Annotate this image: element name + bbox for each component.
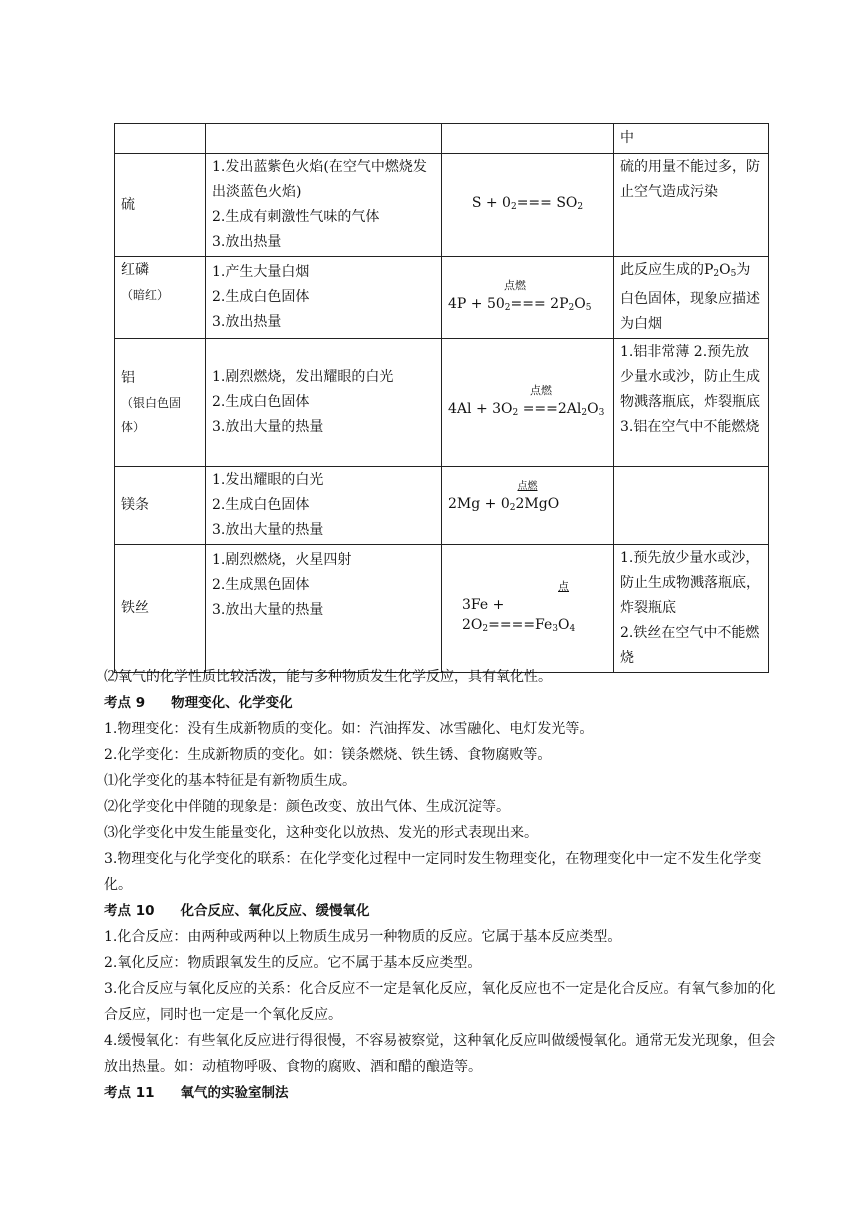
phenomenon-item: 3.放出大量的热量 <box>212 522 324 538</box>
table-row <box>115 339 769 467</box>
phenomena-cell <box>206 545 442 673</box>
substance-cell <box>115 339 206 467</box>
substance-cell: 硫 <box>115 154 206 257</box>
note-item: 2.铁丝在空气中不能燃烧 <box>620 625 760 666</box>
table-row <box>115 467 769 545</box>
phenomenon-item: 1.发出蓝紫色火焰(在空气中燃烧发出淡蓝色火焰) <box>212 159 427 200</box>
chemical-equation: $4P + 50_2=== 2P_2O_5$ <box>448 295 592 313</box>
notes-cell: 1.铝非常薄 2.预先放少量水或沙，防止生成物溅落瓶底，炸裂瓶底 3.铝在空气中不能燃烧 <box>614 339 769 467</box>
substance-name: 红磷 <box>121 262 149 278</box>
notes-cell <box>614 467 769 545</box>
paragraph: 2.化学变化：生成新物质的变化。如：镁条燃烧、铁生锈、食物腐败等。 <box>104 747 552 763</box>
equation-cell <box>442 154 614 257</box>
phenomena-cell <box>206 124 442 154</box>
paragraph: 1.化合反应：由两种或两种以上物质生成另一种物质的反应。它属于基本反应类型。 <box>104 929 622 945</box>
equation-cell <box>442 124 614 154</box>
substance-note: （银白色固体） <box>121 396 182 434</box>
phenomenon-item: 2.生成白色固体 <box>212 394 310 410</box>
phenomenon-item: 1.发出耀眼的白光 <box>212 472 324 488</box>
substance-cell <box>115 124 206 154</box>
chemical-equation: $4Al + 3O_2 ===2Al_2O_3$ <box>448 400 605 418</box>
table-row <box>115 154 769 257</box>
section-heading: 考点 11 氧气的实验室制法 <box>104 1085 289 1101</box>
substance-note: （暗红） <box>121 288 170 302</box>
section-heading: 考点 10 化合反应、氧化反应、缓慢氧化 <box>104 903 370 919</box>
note-item: 1.预先放少量水或沙，防止生成物溅落瓶底，炸裂瓶底 <box>620 550 760 616</box>
section-heading: 考点 9 物理变化、化学变化 <box>104 695 293 711</box>
phenomenon-item: 3.放出大量的热量 <box>212 419 324 435</box>
chemical-equation: $3Fe + 2O_2====Fe_3O_4$ <box>462 596 576 634</box>
table-row <box>115 257 769 339</box>
table-row <box>115 124 769 154</box>
reaction-condition: 点燃 <box>504 278 526 292</box>
notes-cell: 此反应生成的$P_2O_5$为白色固体，现象应描述为白烟 <box>614 257 769 339</box>
phenomenon-item: 1.产生大量白烟 <box>212 264 310 280</box>
paragraph: 2.氧化反应：物质跟氧发生的反应。它不属于基本反应类型。 <box>104 955 482 971</box>
paragraph: 1.物理变化：没有生成新物质的变化。如：汽油挥发、冰雪融化、电灯发光等。 <box>104 721 594 737</box>
chemical-equation: $2Mg + 0_2$ 点燃 2MgO <box>448 480 560 513</box>
notes-cell: 中 <box>614 124 769 154</box>
phenomena-cell <box>206 339 442 467</box>
body-text <box>104 664 776 1106</box>
combustion-reactions-table <box>114 123 769 673</box>
phenomenon-item: 2.生成黑色固体 <box>212 576 310 593</box>
paragraph: ⑵氧气的化学性质比较活泼，能与多种物质发生化学反应，具有氧化性。 <box>104 669 552 685</box>
reaction-condition: 点燃 <box>517 480 538 492</box>
phenomenon-item: 3.放出热量 <box>212 314 282 330</box>
equation-cell <box>442 257 614 339</box>
substance-cell <box>115 257 206 339</box>
equation-cell <box>442 467 614 545</box>
paragraph: ⑵化学变化中伴随的现象是：颜色改变、放出气体、生成沉淀等。 <box>104 799 510 815</box>
substance-cell: 铁丝 <box>115 545 206 673</box>
notes-cell: 硫的用量不能过多，防止空气造成污染 <box>614 154 769 257</box>
reaction-condition: 点燃 <box>530 383 552 397</box>
equation-cell <box>442 339 614 467</box>
phenomenon-item: 1.剧烈燃烧，发出耀眼的白光 <box>212 369 394 385</box>
paragraph: 4.缓慢氧化：有些氧化反应进行得很慢，不容易被察觉，这种氧化反应叫做缓慢氧化。通常无发光现象，但会放出热量。如：动植物呼吸、食物的腐败、酒和醋的酿造等。 <box>104 1033 776 1075</box>
paragraph: ⑶化学变化中发生能量变化，这种变化以放热、发光的形式表现出来。 <box>104 825 538 841</box>
substance-name: 铝 <box>121 370 135 386</box>
phenomenon-item: 1.剧烈燃烧，火星四射 <box>212 551 352 568</box>
substance-cell: 镁条 <box>115 467 206 545</box>
chemical-equation: $S + 0_2=== SO_2$ <box>471 195 584 212</box>
equation-cell <box>442 545 614 673</box>
paragraph: ⑴化学变化的基本特征是有新物质生成。 <box>104 773 356 789</box>
phenomena-cell <box>206 257 442 339</box>
phenomenon-item: 2.生成有刺激性气味的气体 <box>212 209 380 225</box>
table-row <box>115 545 769 673</box>
phenomenon-item: 2.生成白色固体 <box>212 289 310 305</box>
paragraph: 3.物理变化与化学变化的联系：在化学变化过程中一定同时发生物理变化，在物理变化中一定不发生化学变化。 <box>104 851 762 893</box>
notes-cell <box>614 545 769 673</box>
reaction-condition: 点 <box>558 579 569 593</box>
phenomena-cell <box>206 154 442 257</box>
phenomenon-item: 3.放出热量 <box>212 234 282 250</box>
paragraph: 3.化合反应与氧化反应的关系：化合反应不一定是氧化反应，氧化反应也不一定是化合反应。有氧气参加的化合反应，同时也一定是一个氧化反应。 <box>104 981 776 1023</box>
phenomenon-item: 2.生成白色固体 <box>212 497 310 513</box>
phenomena-cell <box>206 467 442 545</box>
phenomenon-item: 3.放出大量的热量 <box>212 601 324 618</box>
